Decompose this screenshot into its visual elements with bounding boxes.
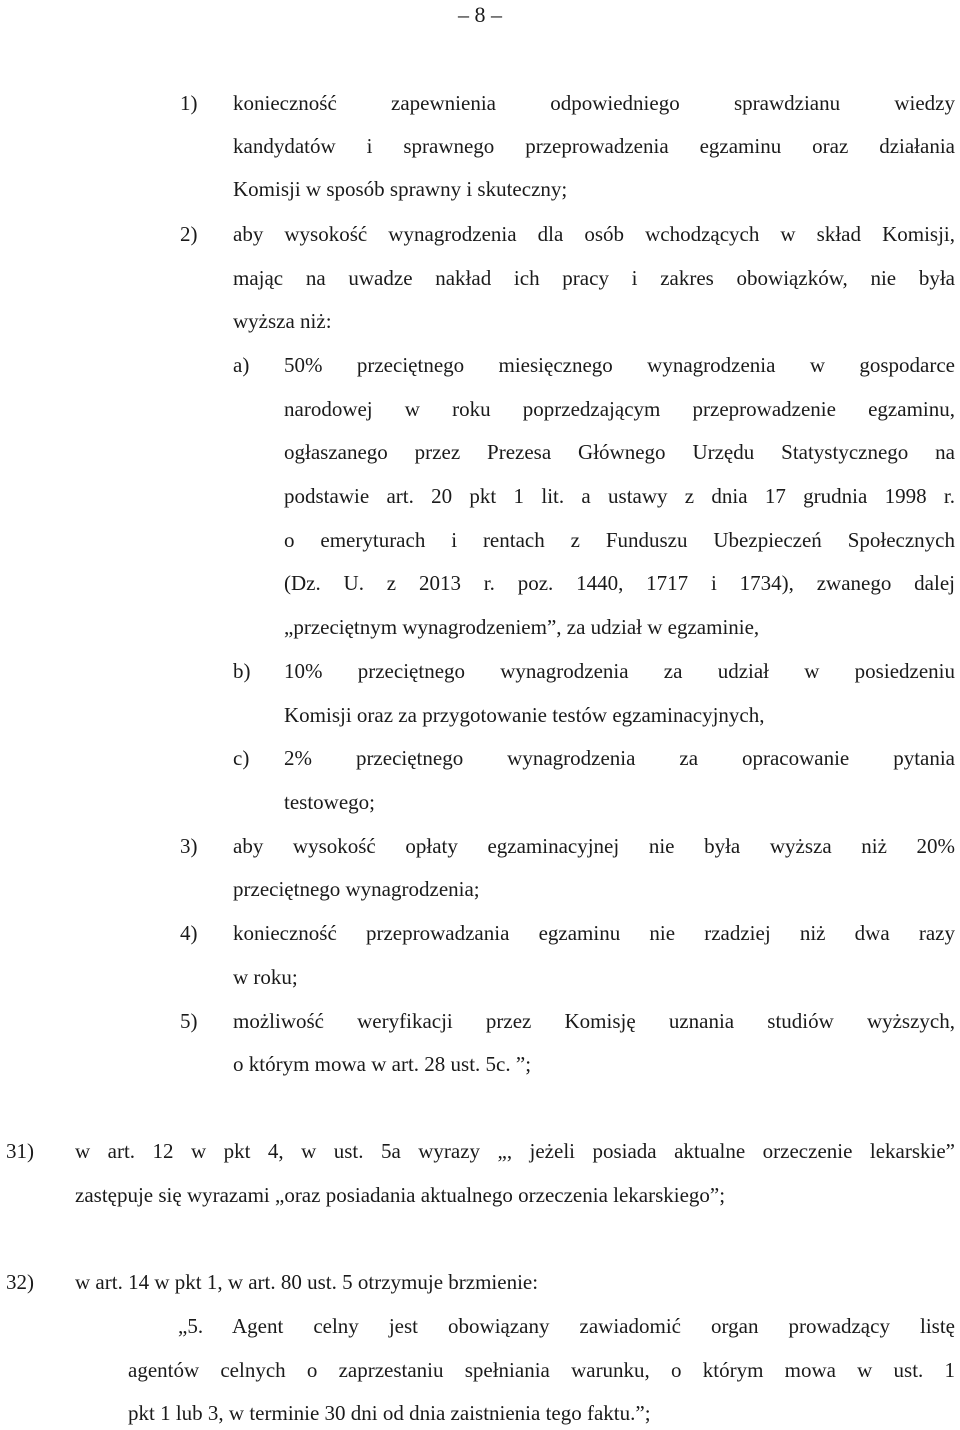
subitem-a-line-5: o emeryturach i rentach z Funduszu Ubezpieczeń Społecznych [284,528,955,552]
subitem-c-line-2: testowego; [284,790,375,814]
subitem-c-line-1: 2% przeciętnego wynagrodzenia za opracowanie pytania [284,746,955,770]
point-31-line-1: w art. 12 w pkt 4, w ust. 5a wyrazy „, jeżeli posiada aktualne orzeczenie lekarskie” [75,1139,955,1163]
point-31-line-2: zastępuje się wyrazami „oraz posiadania aktualnego orzeczenia lekarskiego”; [75,1183,726,1207]
item-2-line-3: wyższa niż: [233,309,332,333]
subitem-a-label: a) [233,353,250,377]
subitem-a-line-6: (Dz. U. z 2013 r. poz. 1440, 1717 i 1734), zwanego dalej [284,571,955,595]
subitem-c-label: c) [233,746,250,770]
item-1-line-1: konieczność zapewnienia odpowiedniego sprawdzianu wiedzy [233,91,955,115]
subitem-b-line-1: 10% przeciętnego wynagrodzenia za udział w posiedzeniu [284,659,955,683]
page-number: – 8 – [458,2,502,27]
subitem-b-label: b) [233,659,251,683]
item-5-line-1: możliwość weryfikacji przez Komisję uznania studiów wyższych, [233,1009,955,1033]
point-32-label: 32) [6,1270,34,1294]
item-2-line-1: aby wysokość wynagrodzenia dla osób wchodzących w skład Komisji, [233,222,955,246]
point-31-label: 31) [6,1139,34,1163]
subitem-a-line-4: podstawie art. 20 pkt 1 lit. a ustawy z dnia 17 grudnia 1998 r. [284,484,955,508]
subitem-b-line-2: Komisji oraz za przygotowanie testów egzaminacyjnych, [284,703,765,727]
point-32-line-1: w art. 14 w pkt 1, w art. 80 ust. 5 otrzymuje brzmienie: [75,1270,539,1294]
item-3-line-1: aby wysokość opłaty egzaminacyjnej nie była wyższa niż 20% [233,834,955,858]
item-5-line-2: o którym mowa w art. 28 ust. 5c. ”; [233,1052,532,1076]
item-1-line-3: Komisji w sposób sprawny i skuteczny; [233,177,568,201]
subitem-a-line-3: ogłaszanego przez Prezesa Głównego Urzędu Statystycznego na [284,440,955,464]
subitem-a-line-2: narodowej w roku poprzedzającym przeprowadzenie egzaminu, [284,397,955,421]
item-2-label: 2) [180,222,198,246]
item-3-label: 3) [180,834,198,858]
point-32-quote-line-1: „5. Agent celny jest obowiązany zawiadomić organ prowadzący listę [178,1314,955,1338]
subitem-a-line-1: 50% przeciętnego miesięcznego wynagrodzenia w gospodarce [284,353,955,377]
item-5-label: 5) [180,1009,198,1033]
item-4-label: 4) [180,921,198,945]
subitem-a-line-7: „przeciętnym wynagrodzeniem”, za udział w egzaminie, [284,615,760,639]
item-1-label: 1) [180,91,198,115]
point-32-quote-line-2: agentów celnych o zaprzestaniu spełniania warunku, o którym mowa w ust. 1 [128,1358,955,1382]
item-3-line-2: przeciętnego wynagrodzenia; [233,877,480,901]
item-4-line-1: konieczność przeprowadzania egzaminu nie rzadziej niż dwa razy [233,921,955,945]
item-2-line-2: mając na uwadze nakład ich pracy i zakres obowiązków, nie była [233,266,955,290]
item-4-line-2: w roku; [233,965,298,989]
point-32-quote-line-3: pkt 1 lub 3, w terminie 30 dni od dnia zaistnienia tego faktu.”; [128,1401,651,1425]
item-1-line-2: kandydatów i sprawnego przeprowadzenia egzaminu oraz działania [233,134,955,158]
